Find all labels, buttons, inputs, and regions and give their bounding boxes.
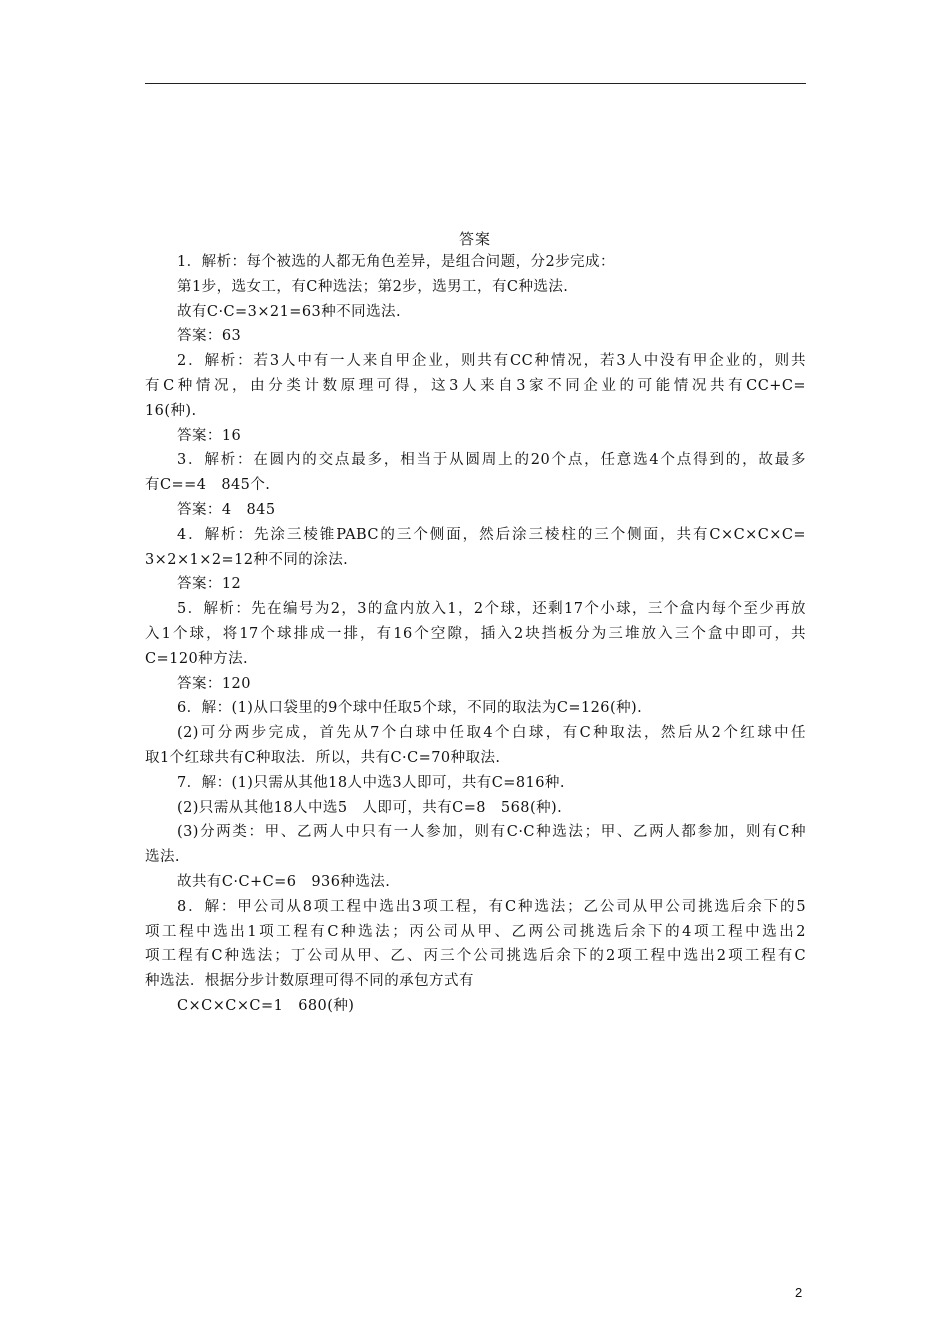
text-line: 故有C·C=3×21=63种不同选法. [177,303,402,320]
text-line: C×C×C×C=1 680(种) [177,997,355,1014]
text-line: 5．解析：先在编号为2，3的盒内放入1，2个球，还剩17个小球，三个盒内每个至少再放 [177,601,806,618]
text-line: 取1个红球共有C种取法．所以，共有C·C=70种取法. [145,749,501,766]
text-line: 3．解析：在圆内的交点最多，相当于从圆周上的20个点，任意选4个点得到的，故最多 [177,452,806,469]
text-line: 选法. [145,849,180,866]
text-line: 有C==4 845个. [145,477,271,494]
text-line: 种选法．根据分步计数原理可得不同的承包方式有 [145,973,474,990]
text-line: 答案：16 [177,427,242,444]
text-line: 第1步，选女工，有C种选法；第2步，选男工，有C种选法. [177,278,569,295]
text-line: (3)分两类：甲、乙两人中只有一人参加，则有C·C种选法；甲、乙两人都参加，则有C种 [177,824,806,841]
answer-body [145,250,806,1019]
text-line: 4．解析：先涂三棱锥PABC的三个侧面，然后涂三棱柱的三个侧面，共有C×C×C×C= [177,526,806,543]
text-line: 答案：63 [177,328,242,345]
text-line: 项工程中选出1项工程有C种选法；丙公司从甲、乙两公司挑选后余下的4项工程中选出2 [145,923,806,940]
text-line: 答案：120 [177,675,251,692]
text-line: 答案：4 845 [177,501,276,518]
text-line: 1．解析：每个被选的人都无角色差异，是组合问题，分2步完成： [177,254,615,270]
text-line: (2)只需从其他18人中选5 人即可，共有C=8 568(种). [177,799,563,816]
text-line: 有C种情况，由分类计数原理可得，这3人来自3家不同企业的可能情况共有CC+C= [145,377,806,394]
text-line: (2)可分两步完成，首先从7个白球中任取4个白球，有C种取法，然后从2个红球中任 [177,725,806,742]
text-line: 6．解：(1)从口袋里的9个球中任取5个球，不同的取法为C=126(种). [177,700,643,717]
text-line: 项工程有C种选法；丁公司从甲、乙、丙三个公司挑选后余下的2项工程中选出2项工程有C [145,948,806,965]
header-rule [145,83,806,84]
page-number: 2 [795,1285,803,1300]
text-line: 入1个球，将17个球排成一排，有16个空隙，插入2块挡板分为三堆放入三个盒中即可，共 [145,625,806,642]
text-line: 16(种). [145,402,197,419]
text-line: 答案：12 [177,576,242,593]
text-line: 2．解析：若3人中有一人来自甲企业，则共有CC种情况，若3人中没有甲企业的，则共 [177,353,806,370]
text-line: 故共有C·C+C=6 936种选法. [177,873,391,890]
page-title: 答案 [458,230,491,248]
text-line: 7．解：(1)只需从其他18人中选3人即可，共有C=816种. [177,774,565,791]
text-line: C=120种方法. [145,650,249,667]
text-line: 8．解：甲公司从8项工程中选出3项工程，有C种选法；乙公司从甲公司挑选后余下的5 [177,898,806,915]
text-line: 3×2×1×2=12种不同的涂法. [145,551,349,568]
